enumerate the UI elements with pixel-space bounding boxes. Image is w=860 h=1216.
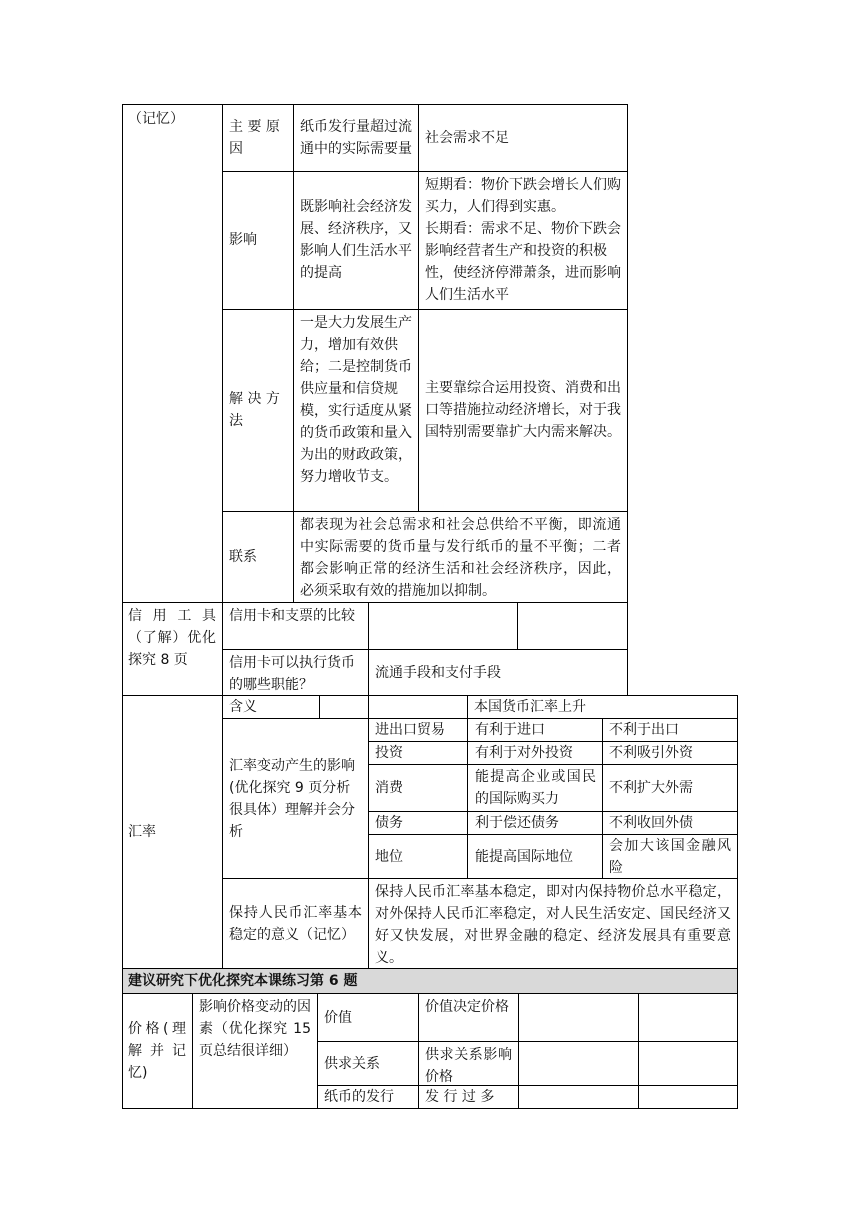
- exchange-stable-text: 保持人民币汇率基本稳定，即对内保持物价总水平稳定，对外保持人民币汇率稳定，对人民生活安定、国民经济又好又快发展，对世界金融的稳定、经济发展具有重要意义。: [375, 884, 731, 966]
- table-border: [602, 718, 603, 878]
- table-border: [317, 1041, 738, 1042]
- table-border: [222, 104, 223, 696]
- solution-inflation: 一是大力发展生产力，增加有效供给；二是控制货币供应量和信贷规模，实行适度从紧的货币政策和量入为出的财政政策，努力增收节支。: [300, 315, 412, 485]
- impact-deflation-short: 短期看：物价下跌会增长人们购买力，人们得到实惠。: [425, 177, 621, 215]
- exchange-item: 投资: [375, 745, 403, 761]
- cause-deflation: 社会需求不足: [425, 130, 509, 146]
- price-effect: 发 行 过 多: [425, 1089, 495, 1105]
- table-border: [317, 993, 318, 1109]
- table-border: [122, 695, 738, 696]
- table-border: [122, 104, 628, 105]
- table-border: [317, 1085, 738, 1086]
- table-border: [192, 993, 193, 1109]
- table-border: [518, 993, 519, 1109]
- exchange-item: 进出口贸易: [375, 722, 445, 738]
- exchange-item: 地位: [375, 848, 403, 865]
- table-border: [222, 878, 738, 879]
- exchange-stable-label: 保持人民币汇率基本稳定的意义（记忆）: [229, 904, 362, 943]
- exchange-pro: 有利于对外投资: [475, 745, 573, 761]
- price-factor: 供求关系: [324, 1055, 380, 1072]
- solution-label: 解 决 方 法: [229, 391, 280, 429]
- cause-label: 主 要 原 因: [229, 119, 280, 157]
- impact-inflation: 既影响社会经济发展、经济秩序，又影响人们生活水平的提高: [300, 199, 412, 281]
- exchange-pro: 利于偿还债务: [475, 815, 559, 831]
- exchange-con: 会加大该国金融风险: [609, 837, 731, 876]
- exchange-section-label: 汇率: [128, 824, 156, 840]
- memory-section-label: （记忆）: [128, 111, 184, 127]
- exchange-pro: 能提高企业或国民的国际购买力: [475, 769, 596, 807]
- link-label: 联系: [229, 549, 257, 565]
- table-border: [368, 741, 738, 742]
- exchange-rise-header: 本国货币汇率上升: [474, 699, 586, 715]
- exchange-item: 债务: [375, 815, 403, 831]
- table-border: [627, 104, 628, 696]
- table-border: [222, 718, 738, 719]
- banner-text: 建议研究下优化探究本课练习第 6 题: [128, 973, 358, 989]
- table-border: [222, 309, 628, 310]
- price-factors-label: 影响价格变动的因素（优化探究 15 页总结很详细）: [199, 999, 311, 1059]
- exchange-impact-label: 汇率变动产生的影响(优化探究 9 页分析很具体）理解并会分析: [229, 757, 355, 840]
- table-border: [368, 695, 369, 968]
- exchange-item: 消费: [375, 780, 403, 796]
- table-border: [737, 696, 738, 1109]
- exchange-con: 不利于出口: [609, 722, 679, 738]
- credit-functions-answer: 流通手段和支付手段: [375, 664, 501, 681]
- price-section-label: 价格(理解并记忆): [128, 1021, 186, 1081]
- table-border: [418, 104, 419, 511]
- table-border: [222, 511, 628, 512]
- table-border: [222, 695, 223, 968]
- impact-deflation-long: 长期看：需求不足、物价下跌会影响经营者生产和投资的积极性，使经济停滞萧条，进而影响人们生活水平: [425, 221, 621, 303]
- table-border: [467, 695, 468, 878]
- credit-compare: 信用卡和支票的比较: [229, 608, 355, 624]
- table-border: [517, 602, 518, 649]
- price-factor: 纸币的发行: [324, 1089, 394, 1105]
- price-effect: 供求关系影响价格: [425, 1047, 512, 1085]
- table-border: [122, 104, 123, 1109]
- exchange-con: 不利收回外债: [609, 815, 693, 831]
- cause-inflation: 纸币发行量超过流通中的实际需要量: [300, 119, 412, 157]
- exchange-con: 不利扩大外需: [609, 780, 693, 796]
- table-border: [368, 811, 738, 812]
- table-border: [122, 968, 738, 969]
- table-border: [638, 993, 639, 1109]
- table-border: [222, 171, 628, 172]
- table-border: [222, 649, 628, 650]
- price-effect: 价值决定价格: [425, 999, 509, 1015]
- table-border: [418, 993, 419, 1109]
- solution-deflation: 主要靠综合运用投资、消费和出口等措施拉动经济增长，对于我国特别需要靠扩大内需来解决。: [425, 380, 621, 440]
- price-factor: 价值: [324, 1009, 352, 1026]
- table-border: [368, 834, 738, 835]
- link-text: 都表现为社会总需求和社会总供给不平衡，即流通中实际需要的货币量与发行纸币的量不平衡；二者都会影响正常的经济生活和社会经济秩序，因此，必须采取有效的措施加以抑制。: [300, 517, 621, 599]
- table-border: [122, 993, 738, 994]
- credit-functions-question: 信用卡可以执行货币的哪些职能？: [229, 655, 355, 693]
- exchange-pro: 有利于进口: [475, 722, 545, 738]
- table-border: [319, 695, 320, 718]
- table-border: [122, 1108, 738, 1109]
- table-border: [368, 764, 738, 765]
- exchange-meaning-label: 含义: [229, 699, 257, 715]
- impact-deflation: [419, 172, 627, 308]
- exchange-pro: 能提高国际地位: [475, 848, 573, 865]
- table-border: [122, 602, 628, 603]
- exchange-con: 不利吸引外资: [609, 745, 693, 761]
- impact-label: 影响: [229, 232, 257, 248]
- table-border: [293, 104, 294, 602]
- credit-section-label: 信 用 工 具（了解）优化探究 8 页: [128, 608, 216, 668]
